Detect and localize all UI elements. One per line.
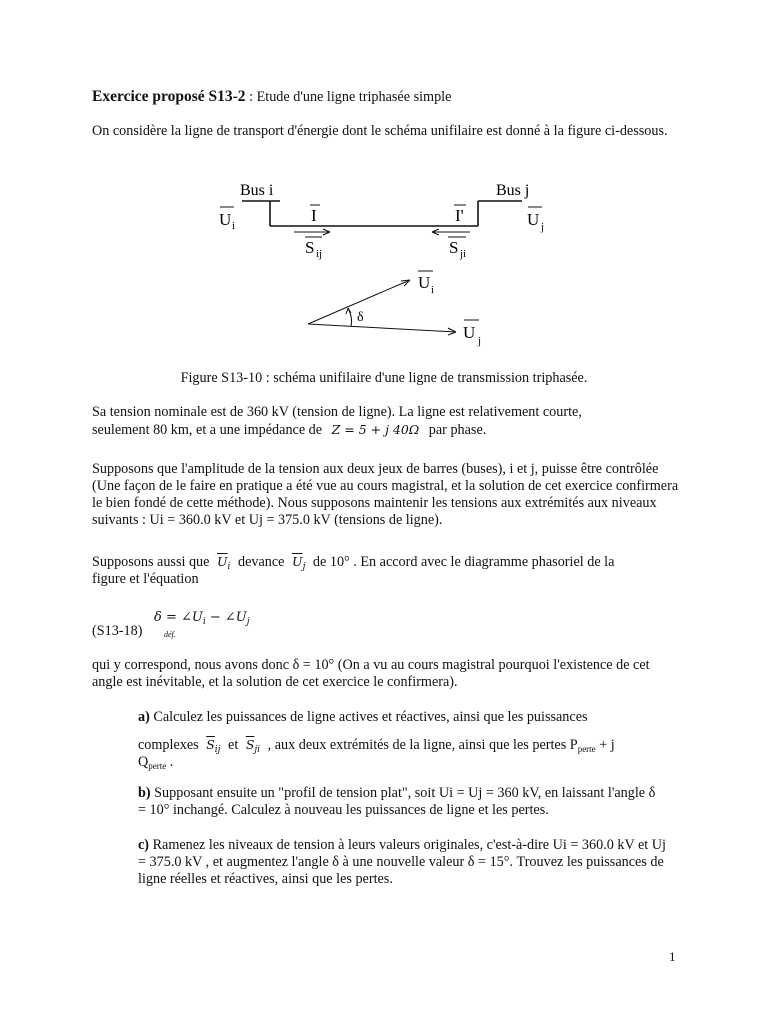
svg-text:S: S <box>305 238 315 257</box>
svg-text:i: i <box>431 284 435 296</box>
page-number: 1 <box>669 949 676 964</box>
exercise-title <box>92 88 680 106</box>
sij-letter: $\overline{S}$ <box>206 737 215 752</box>
uj-phasor-symbol <box>292 553 305 570</box>
sij-label <box>305 237 322 260</box>
lead-mid: devance <box>237 554 285 570</box>
ui-label <box>219 207 235 232</box>
phasor-uj-arrow <box>308 324 456 335</box>
question-a-line2 <box>138 736 615 771</box>
phasor-uj-label <box>463 320 481 347</box>
sij-arrow <box>294 229 330 235</box>
question-c-text: Ramenez les niveaux de tension à leurs valeurs originales, c'est-à-dire Ui = 360.0 kV et Uj = 375.0 kV , et augmentez l'angle δ à une nouvelle valeur δ = 15°. Trouvez les puissances de ligne réelles et réactives, ainsi que les pertes. <box>138 837 666 887</box>
phasor-ui-label <box>418 271 434 296</box>
equation-s13-18 <box>92 605 392 641</box>
equation-formula-part1: δ = ∠U <box>154 610 203 625</box>
svg-text:ji: ji <box>460 248 467 260</box>
paragraph-delta-angle: qui y correspond, nous avons donc δ = 10° (On a vu au cours magistral pourquoi l'existence de cet angle est inévitable, et la solution de cet exercice le confirmera). <box>92 657 650 690</box>
paragraph-phase-lead <box>92 553 680 588</box>
sji-sub: ji <box>254 745 261 755</box>
equation-def-note: déf. <box>164 630 176 639</box>
lead-line2: figure et l'équation <box>92 571 199 587</box>
exercise-title-bold: Exercice proposé S13-2 <box>92 88 246 105</box>
exercise-title-rest: : Etude d'une ligne triphasée simple <box>245 89 452 105</box>
single-line-diagram <box>210 175 570 265</box>
phasor-diagram <box>300 262 500 352</box>
uj-symbol-letter: $\overline{U}$ <box>292 554 303 569</box>
nominal-line2-post: par phase. <box>428 422 487 438</box>
svg-text:I: I <box>311 206 317 225</box>
question-a-line2-post: , aux deux extrémités de la ligne, ainsi que les pertes P <box>267 737 578 753</box>
intro-paragraph: On considère la ligne de transport d'énergie dont le schéma unifilaire est donné à la figure ci-dessous. <box>92 123 668 139</box>
question-b-label: b) <box>138 785 151 801</box>
ui-phasor-symbol <box>217 553 230 570</box>
bus-i-bar <box>242 201 280 226</box>
question-a-line1: Calculez les puissances de ligne actives et réactives, ainsi que les puissances <box>149 709 588 725</box>
lead-post: de 10° . En accord avec le diagramme phasoriel de la <box>312 554 615 570</box>
svg-text:U: U <box>418 273 431 292</box>
sji-letter: $\overline{S}$ <box>245 737 255 752</box>
uj-symbol-sub: j <box>302 562 306 572</box>
ui-symbol-sub: i <box>227 562 231 572</box>
nominal-line2-pre: seulement 80 km, et a une impédance de <box>92 422 323 438</box>
svg-text:U: U <box>527 210 540 229</box>
current-i-label <box>310 205 320 225</box>
paragraph-nominal-voltage <box>92 404 680 439</box>
uj-label <box>527 207 544 233</box>
svg-text:S: S <box>449 238 459 257</box>
ui-symbol-letter: $\overline{U}$ <box>217 554 228 569</box>
impedance-equation: Z = 5 + j 40Ω <box>331 422 420 437</box>
question-b-text: Supposant ensuite un "profil de tension plat", soit Ui = Uj = 360 kV, en laissant l'angle δ = 10° inchangé. Calculez à nouveau les puissances de ligne et les pertes. <box>138 785 656 818</box>
pperte-sub: perte <box>577 744 596 754</box>
question-b <box>138 785 666 819</box>
figure-caption: Figure S13-10 : schéma unifilaire d'une ligne de transmission triphasée. <box>180 370 588 386</box>
svg-text:i: i <box>232 220 236 232</box>
question-a-plus-j: + j <box>595 737 615 753</box>
svg-text:I': I' <box>455 206 464 225</box>
equation-formula-sub1: i <box>202 617 206 627</box>
question-a-et: et <box>228 737 239 753</box>
nominal-line1: Sa tension nominale est de 360 kV (tension de ligne). La ligne est relativement courte, <box>92 404 582 420</box>
question-a-complexes: complexes <box>138 737 199 753</box>
lead-pre: Supposons aussi que <box>92 554 210 570</box>
sji-arrow <box>432 229 470 235</box>
question-a-q: Q <box>138 754 149 770</box>
equation-formula-sub2: j <box>246 617 250 627</box>
svg-text:ij: ij <box>316 248 323 260</box>
equation-formula <box>154 609 250 626</box>
sij-sub: ij <box>214 745 221 755</box>
sji-symbol <box>246 736 260 753</box>
question-c <box>138 837 666 888</box>
equation-formula-part2: − ∠U <box>205 610 247 625</box>
bus-i-label: Bus i <box>240 182 274 199</box>
paragraph-voltage-control: Supposons que l'amplitude de la tension aux deux jeux de barres (buses), i et j, puisse être contrôlée (Une façon de le faire en pratique a été vue au cours magistral, et la solution de cet exercice confirmera le bien fondé de cette méthode). Nous supposons maintenir les tensions aux extrémités aux niveaux suivants : Ui = 360.0 kV et Uj = 375.0 kV (tensions de ligne). <box>92 461 679 528</box>
question-c-label: c) <box>138 837 150 853</box>
question-a-label: a) <box>138 709 150 725</box>
sji-label <box>448 237 466 260</box>
bus-j-label: Bus j <box>496 182 530 199</box>
svg-text:j: j <box>541 221 545 233</box>
svg-text:j: j <box>478 335 482 347</box>
bus-j-bar <box>478 201 522 226</box>
delta-angle-arc <box>346 308 352 326</box>
sij-symbol <box>206 736 220 753</box>
question-a <box>138 709 666 771</box>
question-a-dot: . <box>166 754 174 770</box>
delta-label: δ <box>357 310 364 325</box>
qperte-sub: perte <box>148 761 167 771</box>
equation-label: (S13-18) <box>92 623 143 639</box>
svg-text:U: U <box>463 323 476 342</box>
svg-text:U: U <box>219 210 232 229</box>
current-iprime-label <box>454 205 466 225</box>
